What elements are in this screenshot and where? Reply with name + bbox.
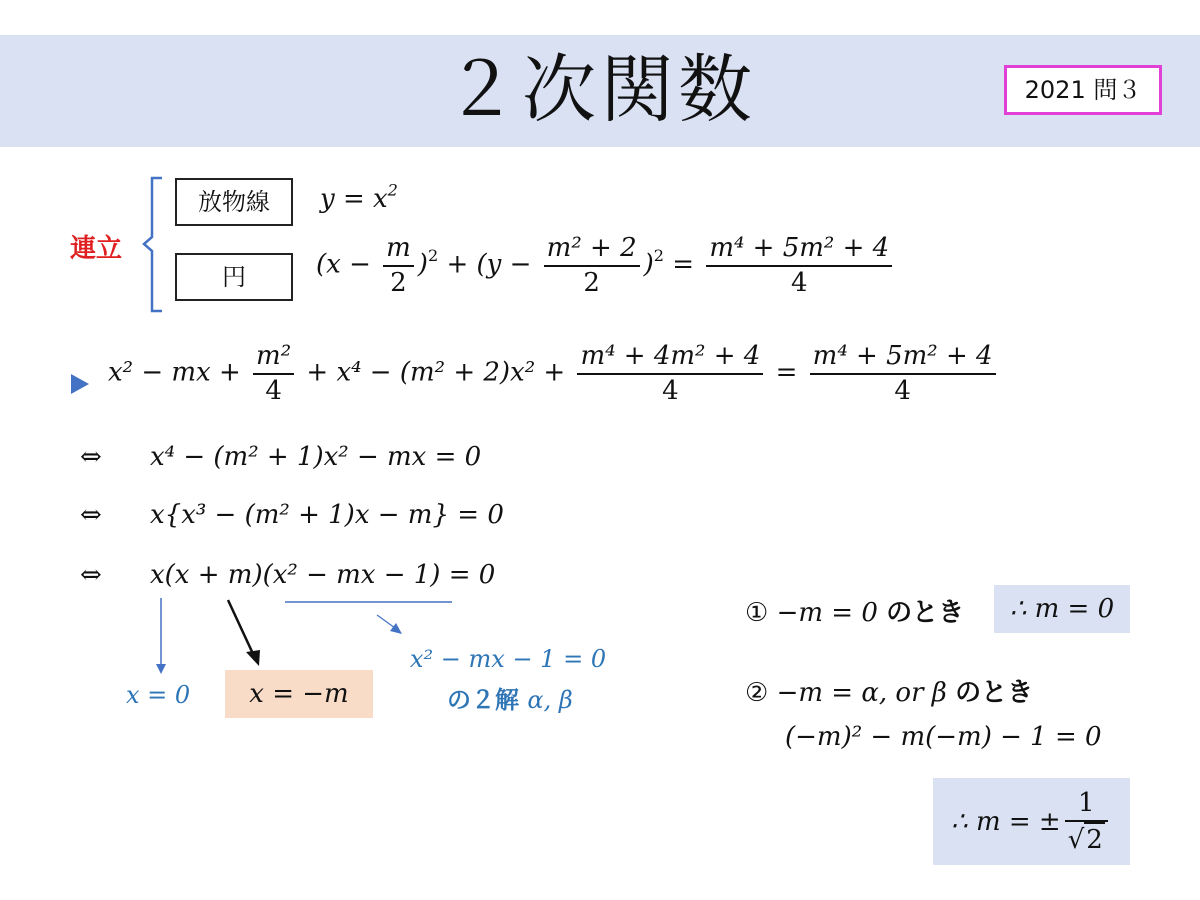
- case-2-answer-prefix: ∴ m = ±: [951, 806, 1061, 837]
- root-x-equals-0: x = 0: [126, 681, 191, 709]
- circle-label-box: 円: [175, 253, 293, 301]
- step1-equals: =: [767, 357, 806, 388]
- substituted-equation: [108, 340, 1000, 407]
- frac-den: 4: [810, 373, 996, 408]
- frac-num: m⁴ + 4m² + 4: [580, 341, 761, 371]
- case-2-expression: −m = α, or β: [768, 678, 956, 708]
- square-1: 2: [427, 246, 439, 266]
- circle-open-1: (x −: [316, 249, 380, 280]
- frac-num: m⁴ + 5m² + 4: [812, 341, 993, 371]
- frac-den: 4: [253, 373, 294, 408]
- radicand: 2: [1084, 822, 1105, 857]
- quadratic-roots-note: [447, 680, 573, 715]
- step1-part-b: + x⁴ − (m² + 2)x² +: [298, 357, 574, 388]
- case-1: [745, 592, 964, 629]
- case-2-marker: ②: [745, 678, 769, 708]
- quadratic-factor-equation: x² − mx − 1 = 0: [410, 645, 607, 673]
- case-2-text: のとき: [955, 678, 1034, 708]
- parabola-equation: [320, 180, 398, 214]
- fraction-m4-5m2-4-over-4: [810, 340, 996, 407]
- equivalent-line-3: x(x + m)(x² − mx − 1) = 0: [150, 560, 496, 590]
- parabola-eq-text: y = x: [320, 184, 388, 214]
- iff-symbol-1: ⇔: [80, 442, 102, 472]
- iff-symbol-3: ⇔: [80, 560, 102, 590]
- simultaneous-label: 連立: [70, 234, 123, 264]
- circle-close-2: ): [643, 249, 654, 280]
- frac-den: √2: [1065, 820, 1108, 857]
- triangle-bullet-icon: [70, 373, 90, 395]
- frac-num: m² + 2: [546, 233, 637, 263]
- fraction-m2-over-4: [253, 340, 294, 407]
- fraction-rhs: [706, 232, 892, 299]
- frac-num: m²: [256, 341, 292, 371]
- roots-note-vars: α, β: [527, 686, 573, 714]
- fraction-m4-4m2-4-over-4: [577, 340, 763, 407]
- roots-note-text: の２解: [447, 686, 528, 714]
- frac-den: 4: [577, 373, 763, 408]
- system-brace: [140, 175, 166, 315]
- case-2-answer: [933, 778, 1130, 865]
- root-x-equals-minus-m: x = −m: [225, 670, 373, 718]
- fraction-m2plus2-over-2: [544, 232, 640, 299]
- frac-den: 4: [706, 265, 892, 300]
- case-1-marker: ①: [745, 598, 769, 628]
- frac-den: 2: [544, 265, 640, 300]
- equivalent-line-1: x⁴ − (m² + 1)x² − mx = 0: [150, 442, 482, 472]
- case-2: [745, 672, 1033, 709]
- frac-num: 1: [1078, 788, 1095, 818]
- fraction-one-over-root2: [1065, 787, 1108, 856]
- frac-num: m⁴ + 5m² + 4: [709, 233, 890, 263]
- case-1-text: のとき: [886, 598, 965, 628]
- frac-num: m: [386, 233, 411, 263]
- fraction-m-over-2: [383, 232, 414, 299]
- circle-close-1: ): [417, 249, 428, 280]
- plus: +: [438, 249, 477, 280]
- step1-part-a: x² − mx +: [108, 357, 250, 388]
- circle-open-2: (y −: [476, 249, 540, 280]
- equivalent-line-2: x{x³ − (m² + 1)x − m} = 0: [150, 500, 504, 530]
- parabola-label-box: 放物線: [175, 178, 293, 226]
- frac-den: 2: [383, 265, 414, 300]
- case-1-answer: ∴ m = 0: [994, 585, 1130, 633]
- iff-symbol-2: ⇔: [80, 500, 102, 530]
- parabola-exponent: 2: [387, 180, 398, 200]
- equals: =: [664, 249, 703, 280]
- circle-equation: [316, 232, 896, 299]
- problem-tag: 2021 問３: [1004, 65, 1162, 115]
- case-2-equation: (−m)² − m(−m) − 1 = 0: [785, 722, 1102, 752]
- square-2: 2: [653, 246, 665, 266]
- case-1-expression: −m = 0: [768, 598, 887, 628]
- page-title: ２次関数: [444, 47, 756, 133]
